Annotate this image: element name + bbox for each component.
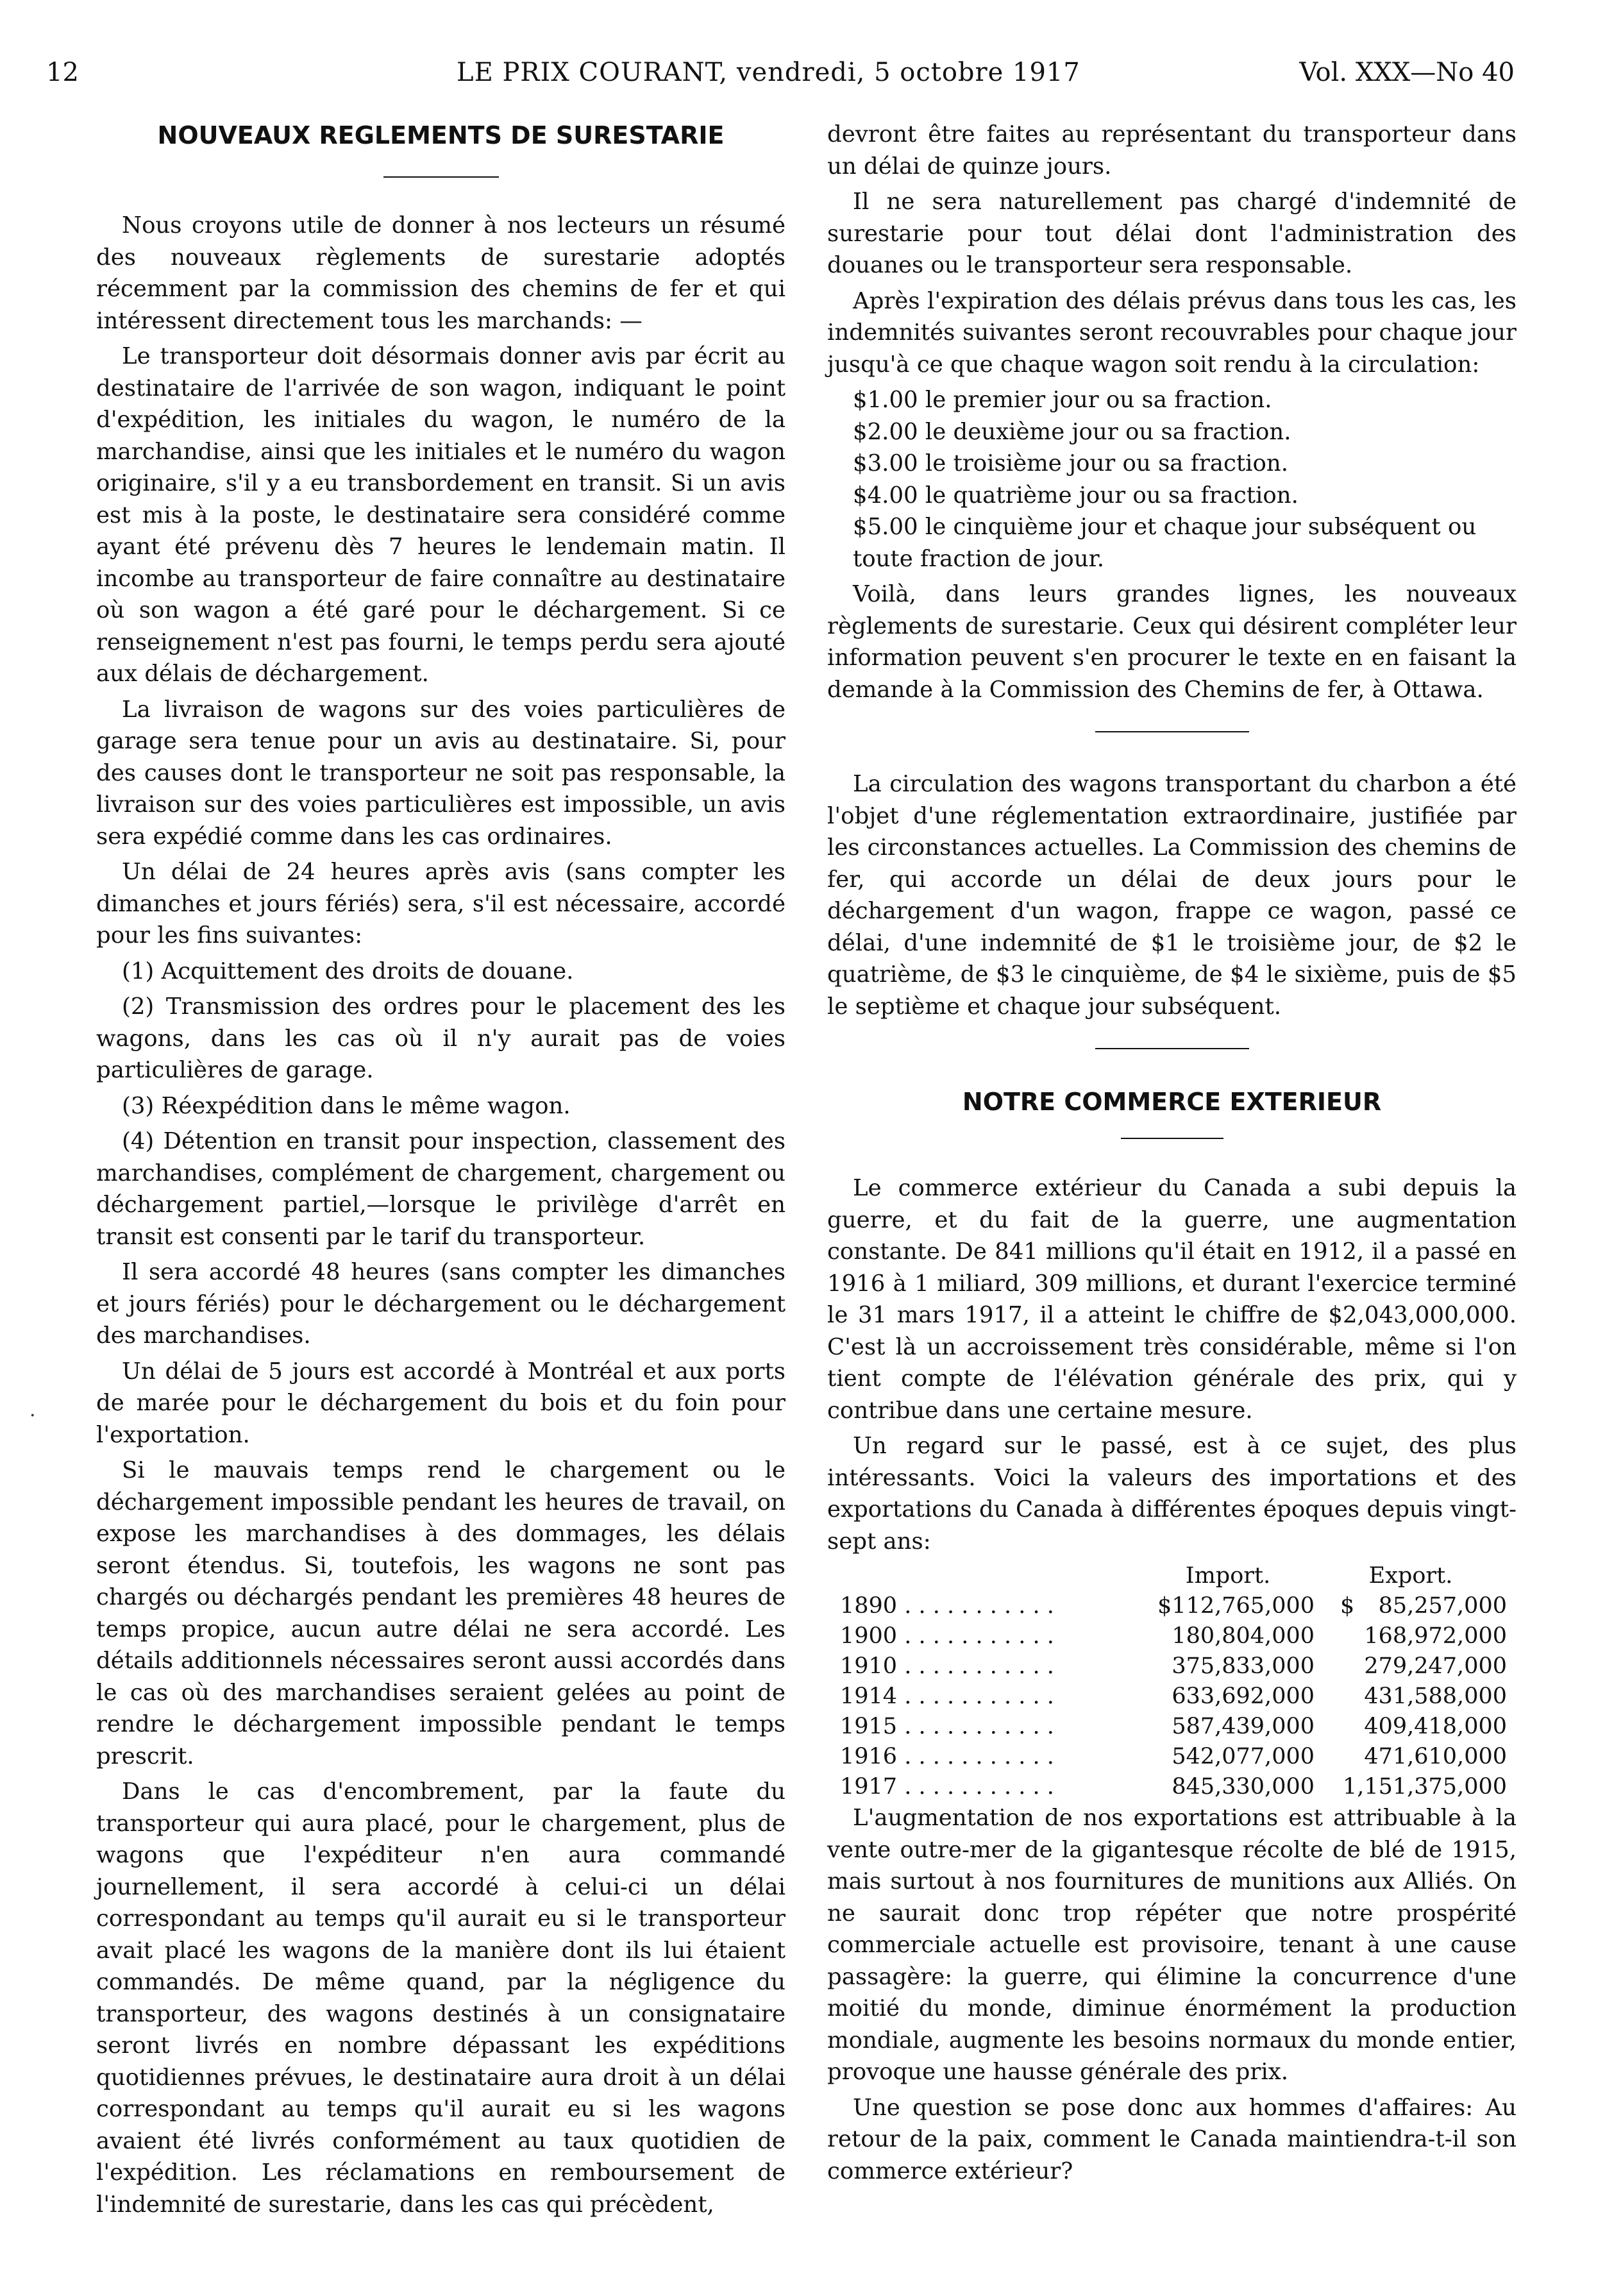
table-cell-import: $112,765,000 [1157, 1593, 1315, 1619]
list-item: (4) Détention en transit pour inspection, classement des marchandises, complément de chargement, chargement ou déchargement partiel,—lorsque le privilège d'arrêt en transit est consenti par le tarif du transporteur. [96, 1128, 786, 1250]
table-cell-year: 1917 . . . . . . . . . . . [840, 1774, 1054, 1800]
table-cell-year: 1915 . . . . . . . . . . . [840, 1714, 1054, 1739]
list-item: (2) Transmission des ordres pour le placement des les wagons, dans les cas où il n'y aurait pas de voies particulières de garage. [96, 993, 786, 1083]
table-cell-import: 180,804,000 [1172, 1623, 1315, 1649]
dot-leader: . . . . . . . . . . . [897, 1744, 1054, 1769]
table-row [840, 1682, 1507, 1712]
table-row [840, 1742, 1507, 1772]
table-cell-import: 587,439,000 [1172, 1714, 1315, 1739]
paragraph: Un regard sur le passé, est à ce sujet, des plus intéressants. Voici la valeurs des importations et des exportations du Canada à différentes époques depuis vingt-sept ans: [827, 1433, 1517, 1555]
dot-leader: . . . . . . . . . . . [897, 1774, 1054, 1800]
paragraph: Une question se pose donc aux hommes d'affaires: Au retour de la paix, comment le Canada maintiendra-t-il son commerce extérieur? [827, 2094, 1517, 2184]
page-number: 12 [46, 58, 79, 87]
table-row [840, 1591, 1507, 1621]
title-divider [383, 176, 499, 178]
fee-item: $5.00 le cinquième jour et chaque jour subséquent ou toute fraction de jour. [853, 514, 1477, 572]
table-cell-export: 1,151,375,000 [1342, 1774, 1507, 1800]
table-cell-export: 431,588,000 [1364, 1684, 1507, 1709]
paragraph: Un délai de 24 heures après avis (sans compter les dimanches et jours fériés) sera, s'il est nécessaire, accordé pour les fins suivantes: [96, 859, 786, 949]
paragraph: Si le mauvais temps rend le chargement ou le déchargement impossible pendant les heures de travail, on expose les marchandises à des dommages, les délais seront étendus. Si, toutefois, les wagons ne sont pas chargés ou déchargés pendant les premières 48 heures de temps propice, aucun autre délai ne sera accordé. Les détails additionnels nécessaires seront aussi accordés dans le cas où des marchandises seraient gelées au point de rendre le déchargement impossible pendant le temps prescrit. [96, 1457, 786, 1769]
table-cell-year: 1916 . . . . . . . . . . . [840, 1744, 1054, 1769]
list-item: (1) Acquittement des droits de douane. [122, 958, 574, 984]
table-cell-import: 845,330,000 [1172, 1774, 1315, 1800]
paragraph: Le transporteur doit désormais donner avis par écrit au destinataire de l'arrivée de son wagon, indiquant le point d'expédition, les initiales du wagon, le numéro de la marchandise, ainsi que les initiales et le numéro du wagon originaire, s'il y a eu transbordement en transit. Si un avis est mis à la poste, le destinataire sera considéré comme ayant été prévenu dès 7 heures le lendemain matin. Il incombe au transporteur de faire connaître au destinataire où son wagon a été garé pour le déchargement. Si ce renseignement n'est pas fourni, le temps perdu sera ajouté aux délais de déchargement. [96, 343, 786, 687]
dollar-sign: $ [1340, 1593, 1355, 1619]
table-cell-import: 375,833,000 [1172, 1653, 1315, 1679]
dot-leader: . . . . . . . . . . . [897, 1653, 1054, 1679]
table-cell-year: 1900 . . . . . . . . . . . [840, 1623, 1054, 1649]
article-title-surestarie: NOUVEAUX REGLEMENTS DE SURESTARIE [157, 121, 725, 149]
paragraph: Le commerce extérieur du Canada a subi depuis la guerre, et du fait de la guerre, une augmentation constante. De 841 millions qu'il était en 1912, il a passé en 1916 à 1 miliard, 309 millions, et durant l'exercice terminé le 31 mars 1917, il a atteint le chiffre de $2,043,000,000. C'est là un accroissement très considérable, même si l'on tient compte de l'élévation générale des prix, qui y contribue dans une certaine mesure. [827, 1175, 1517, 1424]
article-title-commerce: NOTRE COMMERCE EXTERIEUR [962, 1088, 1382, 1116]
dot-leader: . . . . . . . . . . . [897, 1623, 1054, 1649]
table-row [840, 1621, 1507, 1651]
table-header-row [840, 1561, 1507, 1591]
table-cell-import: 542,077,000 [1172, 1744, 1315, 1769]
paragraph: L'augmentation de nos exportations est attribuable à la vente outre-mer de la gigantesque récolte de blé de 1915, mais surtout à nos fournitures de munitions aux Alliés. On ne saurait donc trop répéter que notre prospérité commerciale actuelle est provisoire, tenant à une cause passagère: la guerre, qui élimine la concurrence d'une moitié du monde, diminue énormément la production mondiale, augmente les besoins normaux du monde entier, provoque une hausse générale des prix. [827, 1805, 1517, 2085]
column-header-import: Import. [1185, 1563, 1271, 1589]
table-row [840, 1772, 1507, 1802]
table-cell-export: 279,247,000 [1364, 1653, 1507, 1679]
paragraph: Dans le cas d'encombrement, par la faute du transporteur qui aura placé, pour le chargement, plus de wagons que l'expéditeur n'en aura commandé journellement, il sera accordé à celui-ci un délai correspondant au temps qu'il aurait eu si le transporteur avait placé les wagons de la manière dont ils lui étaient commandés. De même quand, par la négligence du transporteur, des wagons destinés à un consignataire seront livrés en nombre dépassant les expéditions quotidiennes prévues, le destinataire aura droit à un délai correspondant au temps qu'il aurait eu si les wagons avaient été livrés conformément au taux quotidien de l'expédition. Les réclamations en remboursement de l'indemnité de surestarie, dans les cas qui précèdent, [96, 1778, 786, 2218]
left-column [96, 119, 786, 2224]
dot-leader: . . . . . . . . . . . [897, 1684, 1054, 1709]
paragraph: Voilà, dans leurs grandes lignes, les nouveaux règlements de surestarie. Ceux qui désirent compléter leur information peuvent s'en procurer le texte en en faisant la demande à la Commission des Chemins de fer, à Ottawa. [827, 581, 1517, 703]
table-cell-import: 633,692,000 [1172, 1684, 1315, 1709]
paragraph: devront être faites au représentant du transporteur dans un délai de quinze jours. [827, 121, 1517, 180]
list-item: (3) Réexpédition dans le même wagon. [122, 1092, 571, 1119]
section-divider [1095, 731, 1249, 732]
fee-item: $4.00 le quatrième jour ou sa fraction. [853, 482, 1298, 509]
paragraph: Après l'expiration des délais prévus dans tous les cas, les indemnités suivantes seront recouvrables pour chaque jour jusqu'à ce que chaque wagon soit rendu à la circulation: [827, 287, 1517, 378]
fee-item: $3.00 le troisième jour ou sa fraction. [853, 450, 1289, 477]
table-cell-year: 1914 . . . . . . . . . . . [840, 1684, 1054, 1709]
right-column [827, 119, 1517, 2191]
paragraph: Un délai de 5 jours est accordé à Montréal et aux ports de marée pour le déchargement du bois et du foin pour l'exportation. [96, 1358, 786, 1448]
table-row [840, 1712, 1507, 1742]
table-row [840, 1651, 1507, 1682]
dot-leader: . . . . . . . . . . . [897, 1714, 1054, 1739]
page-header [46, 50, 1515, 95]
table-cell-year: 1890 . . . . . . . . . . . [840, 1593, 1054, 1619]
dot-leader: . . . . . . . . . . . [897, 1593, 1054, 1619]
section-divider [1095, 1048, 1249, 1049]
title-divider [1121, 1138, 1223, 1139]
fee-list [827, 384, 1517, 575]
trade-table [840, 1561, 1507, 1802]
table-cell-export: 168,972,000 [1364, 1623, 1507, 1649]
paragraph: Il sera accordé 48 heures (sans compter les dimanches et jours fériés) pour le déchargement ou le déchargement des marchandises. [96, 1259, 786, 1349]
paragraph: Il ne sera naturellement pas chargé d'indemnité de surestarie pour tout délai dont l'administration des douanes ou le transporteur sera responsable. [827, 189, 1517, 278]
fee-item: $2.00 le deuxième jour ou sa fraction. [853, 418, 1291, 445]
coal-note: La circulation des wagons transportant du charbon a été l'objet d'une réglementation extraordinaire, justifiée par les circonstances actuelles. La Commission des chemins de fer, qui accorde un délai de deux jours pour le déchargement d'un wagon, frappe ce wagon, passé ce délai, d'une indemnité de $1 le troisième jour, de $2 le quatrième, de $3 le cinquième, de $4 le sixième, puis de $5 le septième et chaque jour subséquent. [827, 771, 1517, 1020]
table-cell-export: $ 85,257,000 [1315, 1591, 1507, 1621]
paragraph: Nous croyons utile de donner à nos lecteurs un résumé des nouveaux règlements de surestarie adoptés récemment par la commission des chemins de fer et qui intéressent directement tous les marchands: — [96, 212, 786, 334]
volume-number: Vol. XXX—No 40 [1299, 58, 1515, 87]
column-header-export: Export. [1368, 1563, 1453, 1589]
paragraph: La livraison de wagons sur des voies particulières de garage sera tenue pour un avis au destinataire. Si, pour des causes dont le transporteur ne soit pas responsable, la livraison sur des voies particulières est impossible, un avis sera expédié comme dans les cas ordinaires. [96, 696, 786, 850]
table-cell-year: 1910 . . . . . . . . . . . [840, 1653, 1054, 1679]
masthead: LE PRIX COURANT, vendredi, 5 octobre 1917 [457, 58, 1080, 87]
table-cell-export: 409,418,000 [1364, 1714, 1507, 1739]
margin-mark: · [29, 1405, 36, 1427]
fee-item: $1.00 le premier jour ou sa fraction. [853, 387, 1272, 413]
table-cell-export: 471,610,000 [1364, 1744, 1507, 1769]
